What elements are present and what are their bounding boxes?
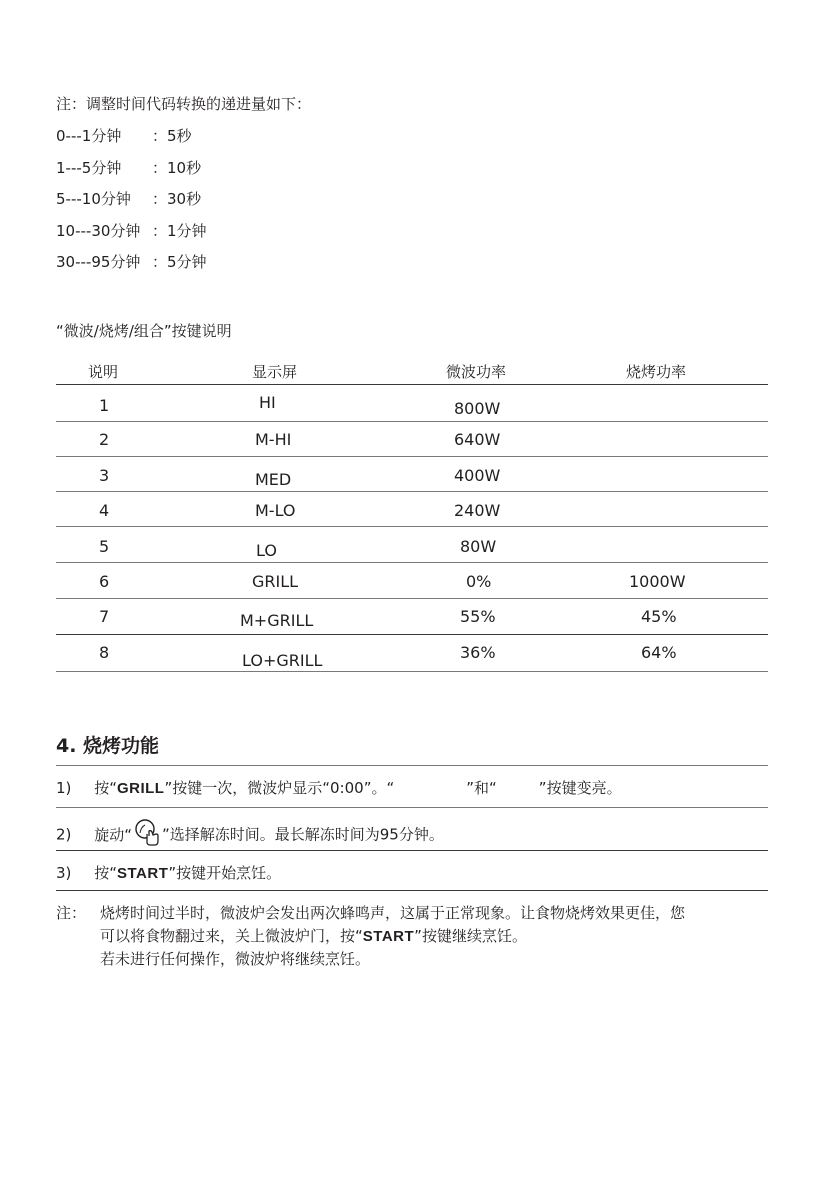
table-rule	[56, 671, 768, 672]
step-1	[56, 777, 622, 798]
display-text: HI	[259, 393, 276, 412]
step-text: ”按键开始烹饪。	[168, 864, 282, 882]
step-text: 按“	[94, 864, 117, 882]
display-text: MED	[255, 470, 292, 489]
start-key-label: START	[116, 865, 169, 882]
step-2	[56, 818, 444, 852]
table-rule	[56, 456, 768, 457]
step-increment: 10秒	[167, 158, 202, 177]
row-number: 6	[99, 572, 110, 591]
step-number: 1)	[56, 779, 72, 797]
grill-power: 45%	[641, 607, 677, 626]
increment-note-title: 注：调整时间代码转换的递进量如下：	[56, 95, 312, 113]
row-number: 5	[99, 537, 110, 556]
note-body	[100, 902, 768, 971]
step-text: ”按键一次，微波炉显示“0:00”。“	[164, 779, 395, 797]
divider	[56, 890, 768, 891]
note-label: 注：	[56, 904, 87, 922]
grill-power: 64%	[641, 643, 677, 662]
step-text: 按“	[94, 779, 117, 797]
microwave-power: 36%	[460, 643, 496, 662]
table-rule	[56, 634, 768, 635]
microwave-power: 240W	[454, 501, 501, 520]
table-rule	[56, 384, 768, 385]
start-key-label: START	[362, 928, 415, 945]
table-rule	[56, 421, 768, 422]
note-line: 若未进行任何操作，微波炉将继续烹饪。	[100, 950, 371, 968]
time-range: 1---5分钟	[56, 158, 122, 177]
table-rule	[56, 526, 768, 527]
step-number: 2)	[56, 825, 72, 844]
increment-row	[56, 125, 192, 146]
note-text: ”按键继续烹饪。	[414, 927, 527, 945]
divider	[56, 850, 768, 851]
step-increment: 1分钟	[167, 221, 207, 240]
microwave-power: 80W	[460, 537, 497, 556]
microwave-power: 55%	[460, 607, 496, 626]
row-number: 3	[99, 466, 110, 485]
display-text: M-HI	[255, 430, 292, 449]
row-number: 8	[99, 643, 110, 662]
step-number: 3)	[56, 864, 72, 882]
grill-power: 1000W	[629, 572, 686, 591]
increment-row	[56, 251, 207, 272]
time-range: 0---1分钟	[56, 127, 122, 145]
step-text: 旋动“	[94, 825, 132, 844]
table-caption: “微波/烧烤/组合”按键说明	[56, 322, 232, 340]
increment-row	[56, 220, 207, 241]
display-text: LO+GRILL	[242, 651, 323, 670]
header-description: 说明	[88, 363, 119, 381]
table-rule	[56, 598, 768, 599]
microwave-power: 640W	[454, 430, 501, 449]
table-rule	[56, 562, 768, 563]
step-text: ”按键变亮。	[538, 779, 622, 797]
microwave-power: 800W	[454, 399, 501, 418]
microwave-power: 400W	[454, 466, 501, 485]
header-microwave-power: 微波功率	[446, 363, 507, 381]
display-text: M-LO	[255, 501, 296, 520]
note-line	[100, 925, 768, 948]
increment-row	[56, 157, 201, 178]
header-grill-power: 烧烤功率	[626, 363, 687, 381]
display-text: GRILL	[252, 572, 299, 591]
note-line: 烧烤时间过半时，微波炉会发出两次蜂鸣声，这属于正常现象。让食物烧烤效果更佳，您	[100, 904, 686, 922]
display-text: M+GRILL	[240, 611, 314, 630]
section-heading: 4. 烧烤功能	[56, 735, 160, 757]
table-rule	[56, 491, 768, 492]
separator: ：	[152, 158, 168, 177]
note-text: 可以将食物翻过来，关上微波炉门，按“	[100, 927, 363, 945]
time-range: 10---30分钟	[56, 221, 141, 240]
row-number: 2	[99, 430, 110, 449]
separator: ：	[152, 221, 168, 240]
grill-key-label: GRILL	[116, 780, 165, 797]
microwave-power: 0%	[466, 572, 492, 591]
divider	[56, 765, 768, 766]
header-display: 显示屏	[252, 363, 298, 381]
display-text: LO	[256, 541, 277, 560]
step-3	[56, 862, 281, 883]
row-number: 4	[99, 501, 110, 520]
increment-row	[56, 188, 201, 209]
step-increment: 30秒	[167, 190, 202, 208]
row-number: 7	[99, 607, 110, 626]
step-increment: 5秒	[167, 127, 192, 145]
time-range: 30---95分钟	[56, 253, 141, 271]
step-increment: 5分钟	[167, 253, 207, 271]
divider	[56, 807, 768, 808]
time-range: 5---10分钟	[56, 190, 131, 208]
separator: ：	[152, 190, 168, 208]
step-text: ”选择解冻时间。最长解冻时间为95分钟。	[161, 825, 444, 844]
separator: ：	[152, 253, 168, 271]
separator: ：	[152, 127, 168, 145]
row-number: 1	[99, 396, 110, 415]
step-text: ”和“	[466, 779, 497, 797]
dial-knob-icon	[132, 818, 162, 852]
